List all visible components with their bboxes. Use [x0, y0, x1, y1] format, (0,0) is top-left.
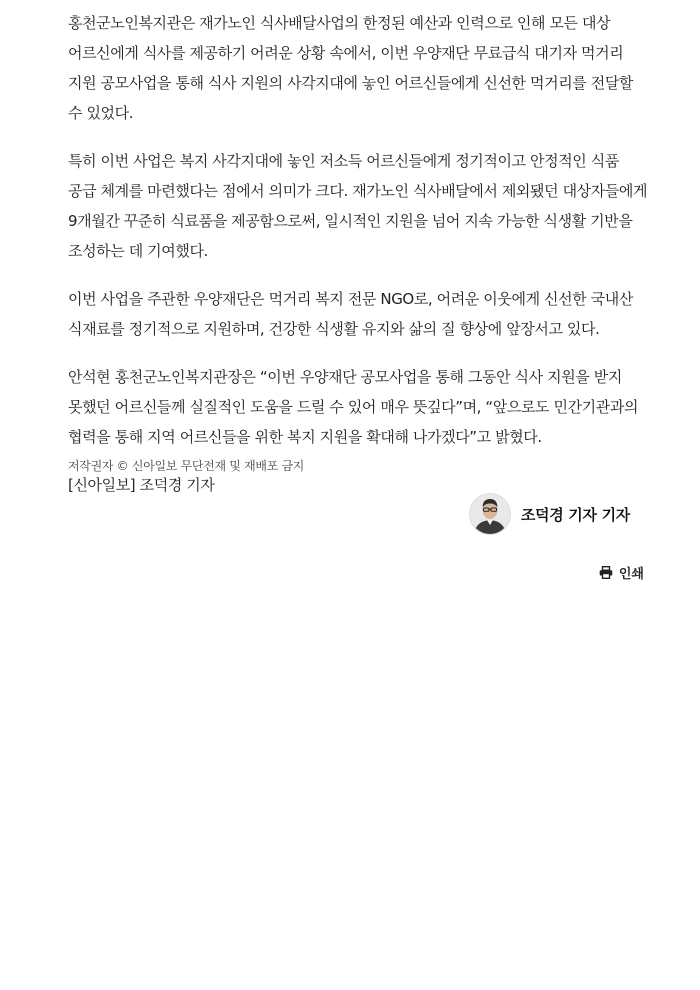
reporter-card[interactable] — [469, 492, 630, 536]
article-body — [68, 8, 648, 500]
article-paragraph-1: 홍천군노인복지관은 재가노인 식사배달사업의 한정된 예산과 인력으로 인해 모든 대상 어르신에게 식사를 제공하기 어려운 상황 속에서, 이번 우양재단 무료급식 대기자 먹거리 지원 공모사업을 통해 식사 지원의 사각지대에 놓인 어르신들에게 신선한 먹거리를 전달할 수 있었다. — [68, 14, 634, 122]
reporter-avatar[interactable] — [469, 493, 511, 535]
article-paragraph-3: 이번 사업을 주관한 우양재단은 먹거리 복지 전문 NGO로, 어려운 이웃에게 신선한 국내산 식재료를 정기적으로 지원하며, 건강한 식생활 유지와 삶의 질 향상에 앞장서고 있다. — [68, 290, 633, 338]
article-byline: [신아일보] 조덕경 기자 — [68, 476, 215, 494]
printer-icon — [599, 566, 613, 579]
reporter-name[interactable]: 조덕경 기자 기자 — [520, 505, 630, 524]
print-label[interactable]: 인쇄 — [618, 567, 644, 582]
copyright-notice: 저작권자 © 신아일보 무단전재 및 재배포 금지 — [68, 459, 305, 473]
reporter-photo-icon — [470, 494, 510, 534]
article-paragraph-2: 특히 이번 사업은 복지 사각지대에 놓인 저소득 어르신들에게 정기적이고 안정적인 식품 공급 체계를 마련했다는 점에서 의미가 크다. 재가노인 식사배달에서 제외됐던 대상자들에게 9개월간 꾸준히 식료품을 제공함으로써, 일시적인 지원을 넘어 지속 가능한 식생활 기반을 조성하는 데 기여했다. — [68, 152, 648, 260]
article-paragraph-4: 안석현 홍천군노인복지관장은 “이번 우양재단 공모사업을 통해 그동안 식사 지원을 받지 못했던 어르신들께 실질적인 도움을 드릴 수 있어 매우 뜻깊다”며, “앞으로도 민간기관과의 협력을 통해 지역 어르신들을 위한 복지 지원을 확대해 나가겠다”고 밝혔다. — [68, 368, 639, 446]
print-button[interactable] — [599, 563, 644, 582]
